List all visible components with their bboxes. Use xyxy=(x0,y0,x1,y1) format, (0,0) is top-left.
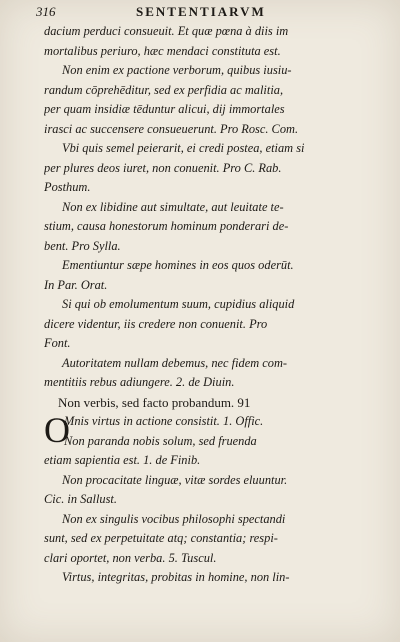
text-line: Ementiuntur sæpe homines in eos quos oderūt. xyxy=(62,258,294,272)
paragraph-with-dropcap xyxy=(44,412,382,451)
text-line: mentitiis rebus adiungere. 2. de Diuin. xyxy=(44,375,235,389)
text-line: stium, causa honestorum hominum ponderari de- xyxy=(44,219,289,233)
running-title: SENTENTIARVM xyxy=(136,4,266,19)
text-line: Non enim ex pactione verborum, quibus iusiu- xyxy=(62,63,292,77)
text-line: bent. Pro Sylla. xyxy=(44,238,121,253)
text-line: Posthum. xyxy=(44,180,91,194)
text-line: Non paranda nobis solum, sed fruenda xyxy=(64,433,257,448)
section-heading: Non verbis, sed facto probandum. 91 xyxy=(58,394,251,410)
text-line: Cic. in Sallust. xyxy=(44,492,117,506)
text-line: Si qui ob emolumentum suum, cupidius aliquid xyxy=(62,297,295,311)
running-header xyxy=(36,4,372,24)
text-line: Virtus, integritas, probitas in homine, non lin- xyxy=(62,570,290,584)
text-line: Non ex singulis vocibus philosophi spectandi xyxy=(62,511,286,526)
text-line: etiam sapientia est. 1. de Finib. xyxy=(44,453,201,467)
text-line: Mnis virtus in actione consistit. 1. Offic. xyxy=(64,414,264,428)
text-line: Font. xyxy=(44,336,71,350)
text-line: dacium perduci consueuit. Et quæ pœna à diis im xyxy=(44,24,289,38)
text-line: randum cōprehēditur, sed ex perfidia ac malitia, xyxy=(44,82,284,97)
text-line: mortalibus periuro, hæc mendaci constituta est. xyxy=(44,43,281,58)
text-line: Autoritatem nullam debemus, nec fidem com- xyxy=(62,355,288,370)
text-line: Non ex libidine aut simultate, aut leuitate te- xyxy=(62,199,284,214)
text-line: clari oportet, non verba. 5. Tuscul. xyxy=(44,550,217,565)
page-number: 316 xyxy=(36,4,56,19)
drop-capital: O xyxy=(44,410,70,450)
text-line: sunt, sed ex perpetuitate atq; constantia; respi- xyxy=(44,531,278,545)
text-line: per plures deos iuret, non conuenit. Pro C. Rab. xyxy=(44,160,282,175)
text-line: irasci ac succensere consueuerunt. Pro Rosc. Com. xyxy=(44,121,299,136)
text-line: dicere videntur, iis credere non conuenit. Pro xyxy=(44,316,268,331)
text-line: Non procacitate linguæ, vitæ sordes eluuntur. xyxy=(62,472,288,487)
text-line: Vbi quis semel peierarit, ei credi postea, etiam si xyxy=(62,141,305,155)
body-text xyxy=(44,22,382,588)
text-line: per quam insidiæ tēduntur alicui, dij immortales xyxy=(44,102,285,116)
text-line: In Par. Orat. xyxy=(44,277,108,292)
